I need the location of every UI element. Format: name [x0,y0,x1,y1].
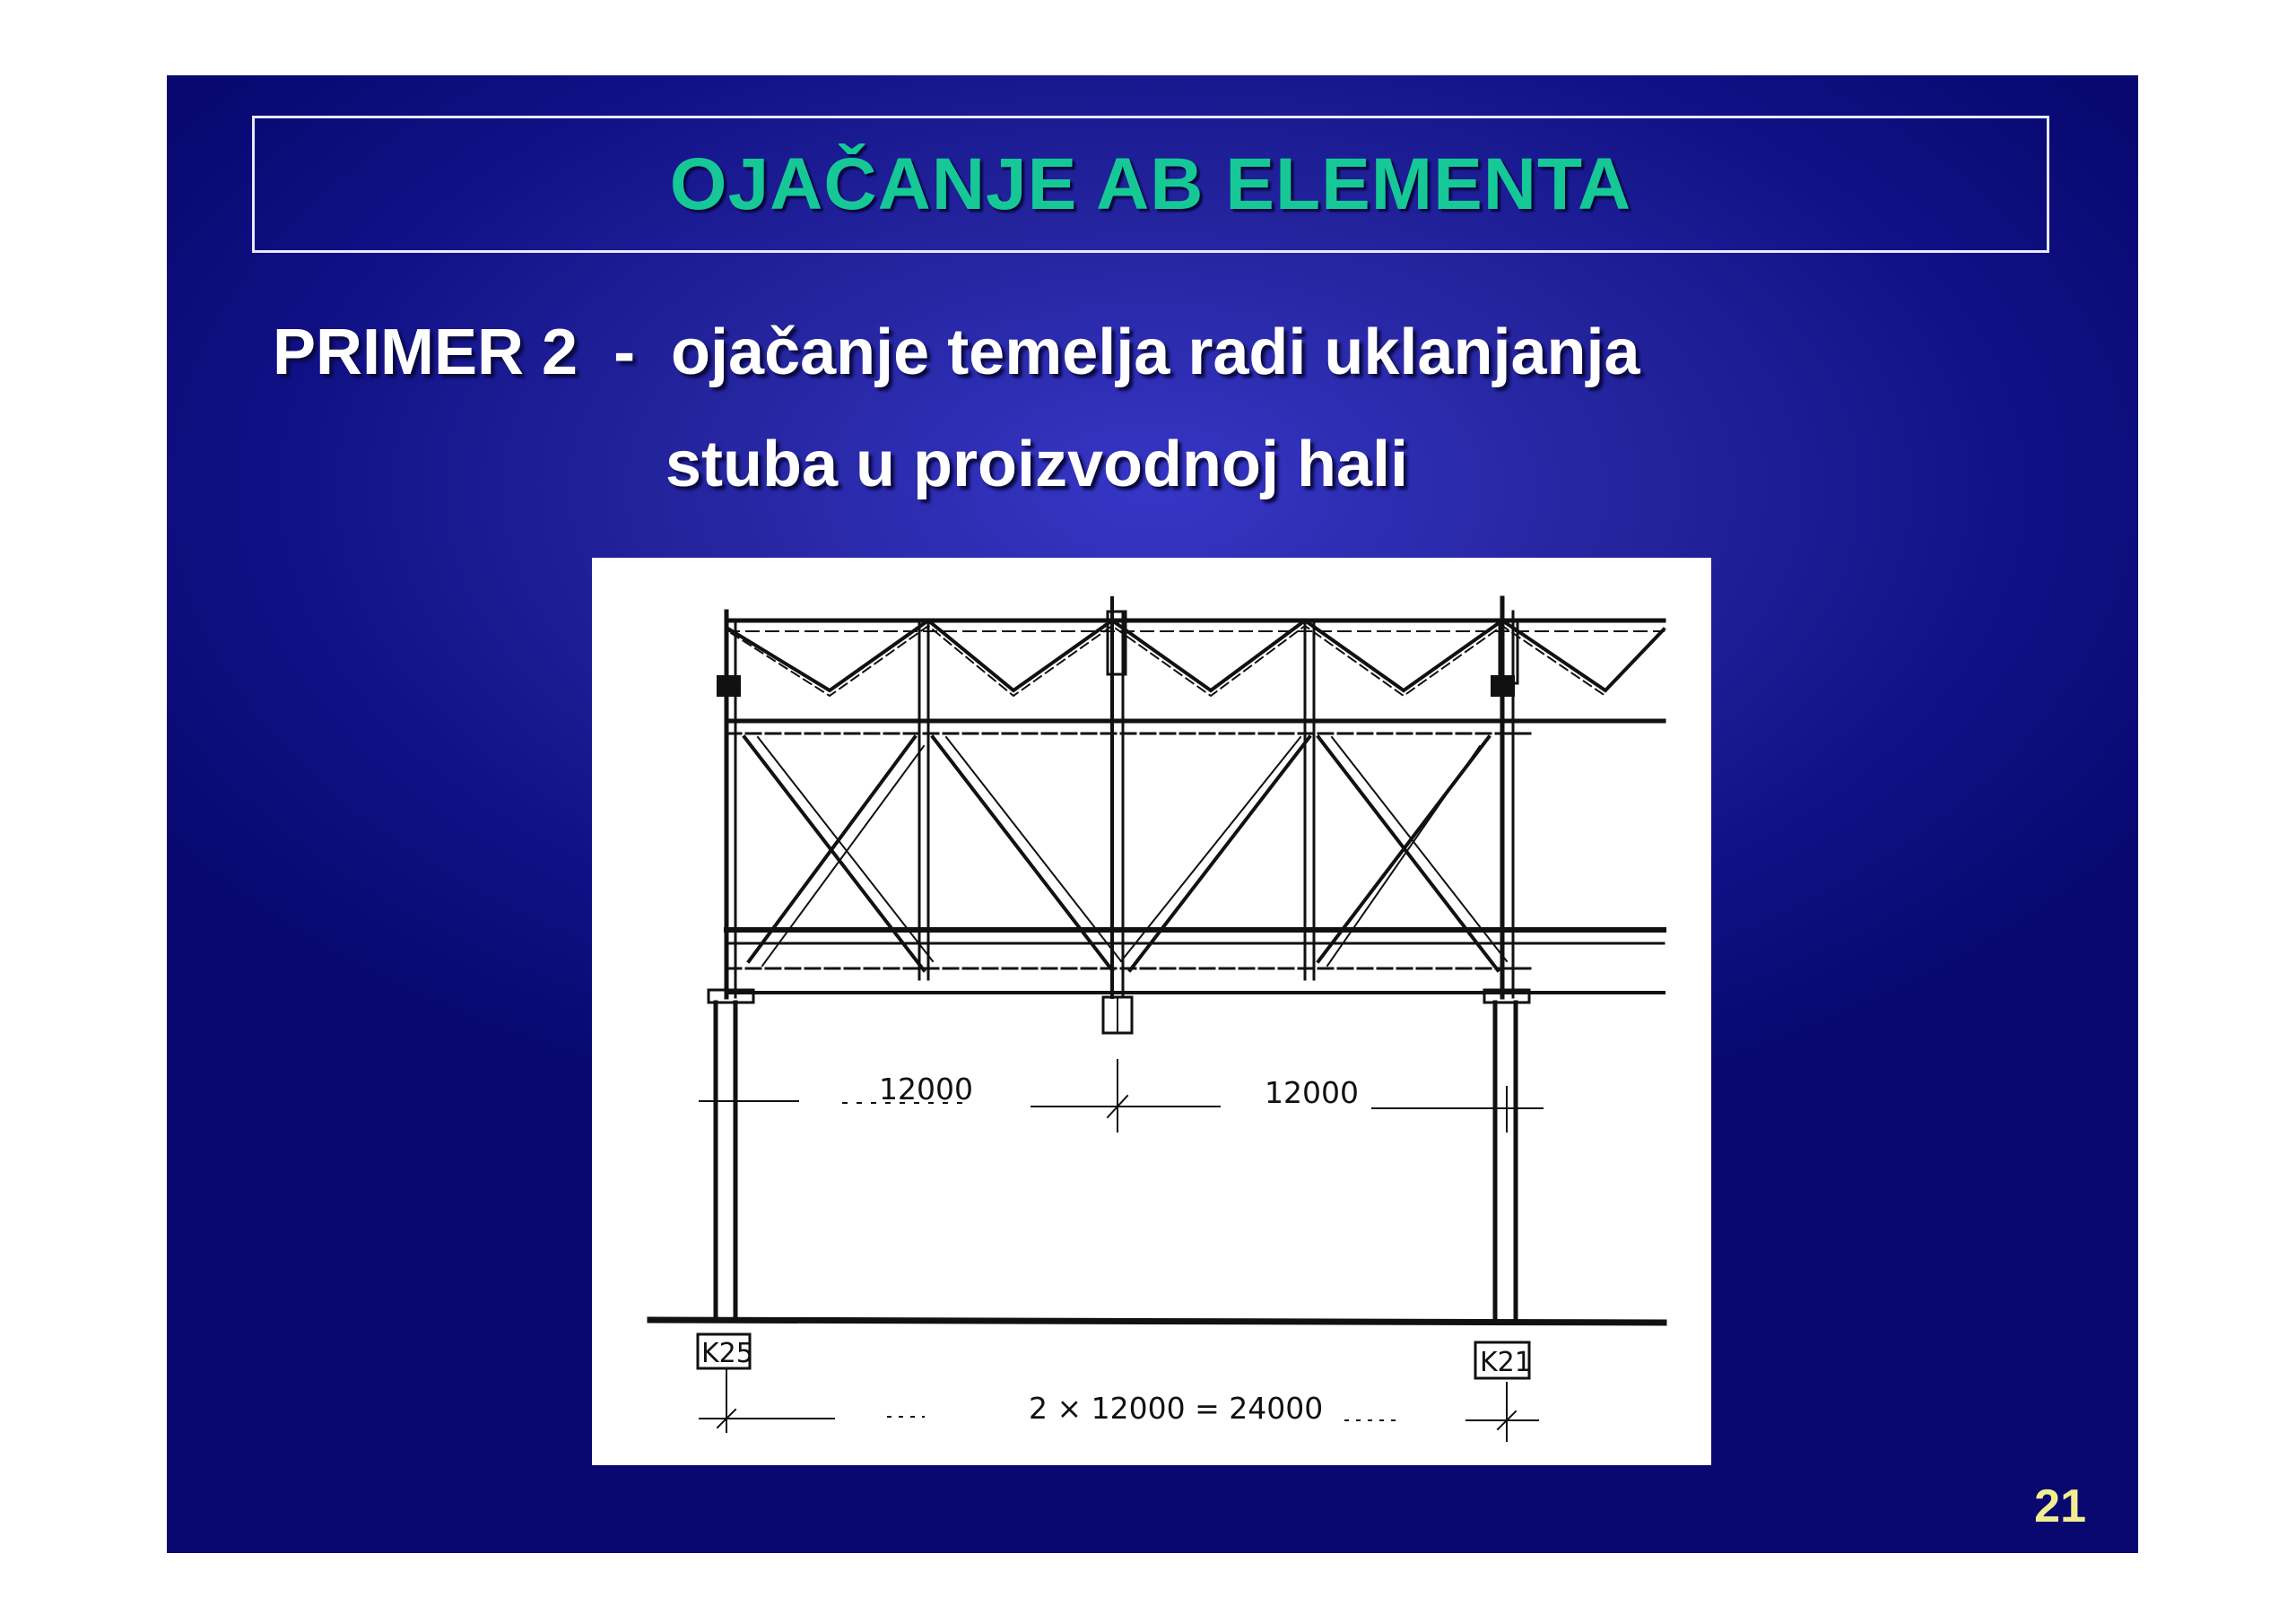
slide-title: OJAČANJE AB ELEMENTA [669,143,1632,225]
subtitle-line-1: PRIMER 2 - ojačanje temelja radi uklanjanja [273,317,1640,388]
title-frame [252,116,2049,253]
span-right-label: 12000 [1265,1075,1359,1110]
column-tag-k21: K21 [1480,1347,1532,1378]
structural-drawing [592,558,1711,1465]
page-number: 21 [2034,1480,2086,1532]
subtitle-line-2: stuba u proizvodnoj hali [665,429,1408,500]
total-span-label: 2 × 12000 = 24000 [1029,1391,1324,1426]
truss-frame-drawing [592,558,1711,1465]
span-left-label: 12000 [879,1072,973,1107]
slide [167,75,2138,1553]
column-tag-k25: K25 [701,1338,753,1369]
